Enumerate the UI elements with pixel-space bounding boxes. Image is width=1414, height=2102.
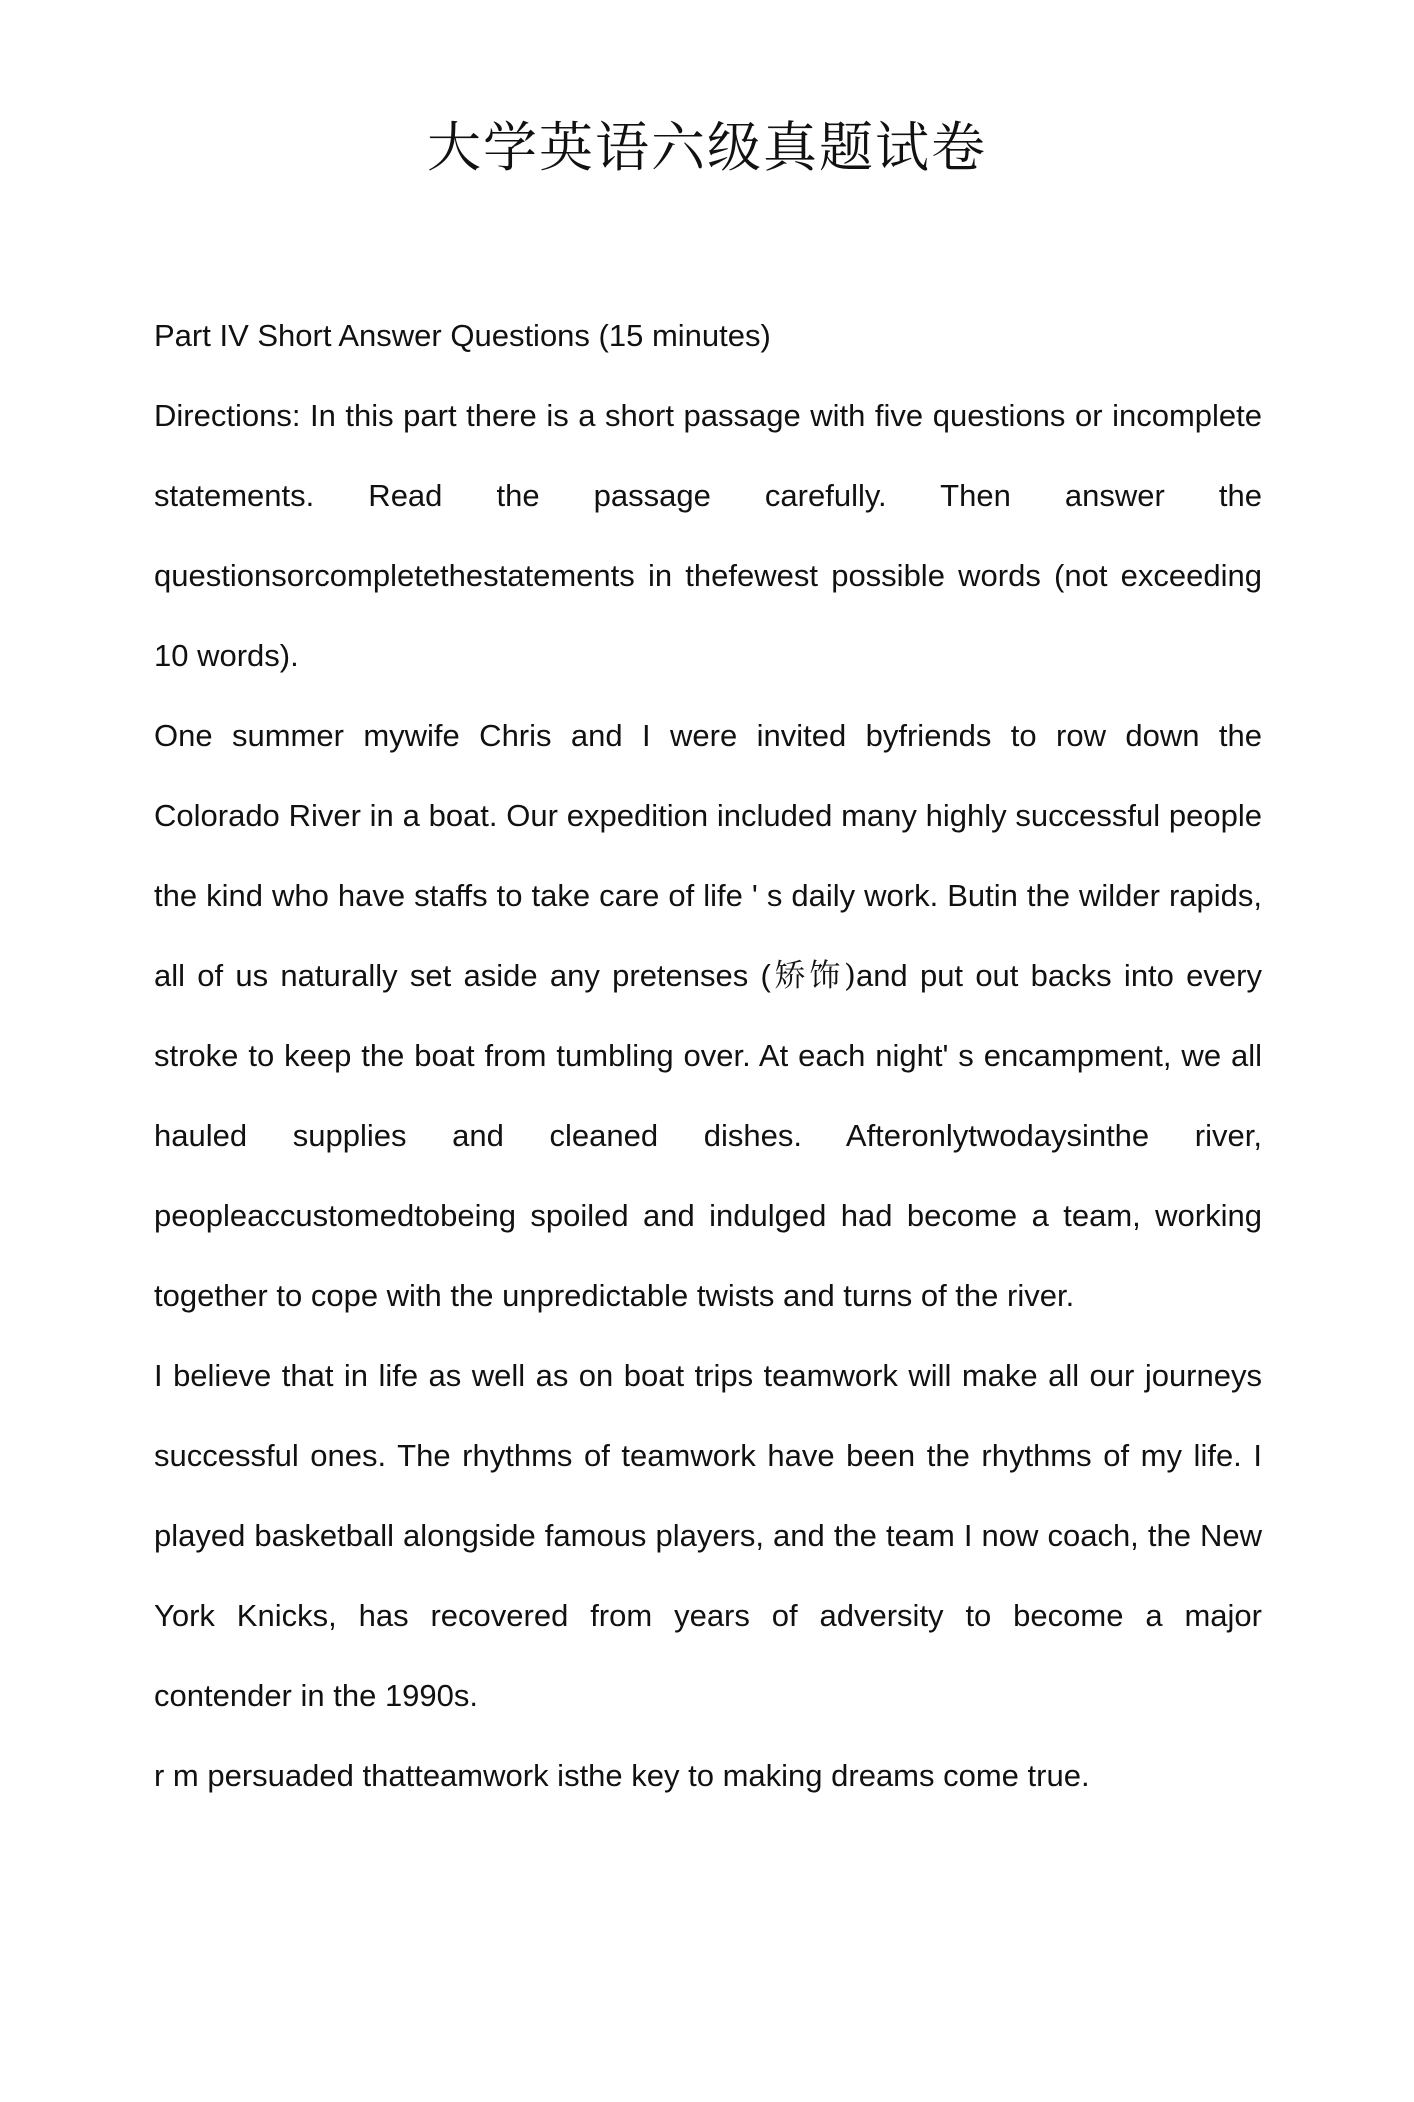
document-body	[154, 296, 1262, 1816]
part-heading: Part IV Short Answer Questions (15 minutes)	[154, 318, 771, 353]
chinese-gloss: 矫饰)	[770, 958, 856, 994]
passage-paragraph-1-text-b: and put out backs into every stroke to keep the boat from tumbling over. At each night' s encampment, we all hauled supplies and cleaned dishes. Afteronlytwodaysinthe river, peopleaccustomedtobeing spoiled and indulged had become a team, working together to cope with the unpredictable twists and turns of the river.	[154, 958, 1262, 1313]
directions-paragraph: Directions: In this part there is a short passage with five questions or incomplete statements. Read the passage carefully. Then answer the questionsorcompletethestatements in thefewest possible words (not exceeding 10 words).	[154, 398, 1262, 673]
passage-paragraph-3: r m persuaded thatteamwork isthe key to making dreams come true.	[154, 1758, 1090, 1793]
document-title: 大学英语六级真题试卷	[427, 116, 987, 179]
passage-paragraph-1-text-a: One summer mywife Chris and I were invited byfriends to row down the Colorado River in a boat. Our expedition included many highly successful people the kind who have staffs to take care of life ' s daily work. Butin the wilder rapids, all of us naturally set aside any pretenses (	[154, 718, 1262, 993]
passage-paragraph-1	[154, 696, 1262, 1336]
passage-paragraph-2: I believe that in life as well as on boat trips teamwork will make all our journeys successful ones. The rhythms of teamwork have been the rhythms of my life. I played basketball alongside famous players, and the team I now coach, the New York Knicks, has recovered from years of adversity to become a major contender in the 1990s.	[154, 1358, 1262, 1713]
